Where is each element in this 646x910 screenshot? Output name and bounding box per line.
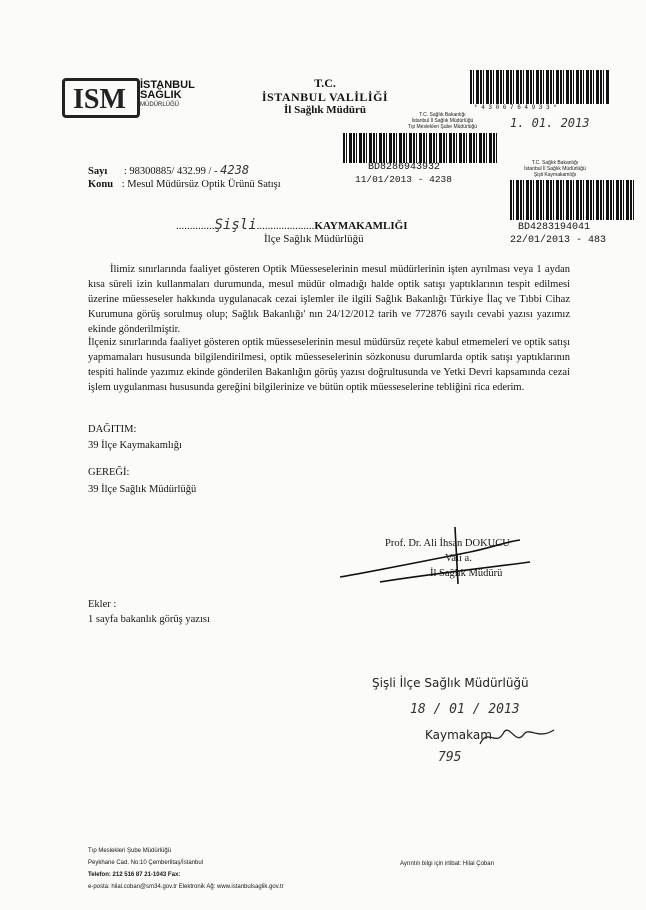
dagitim-value: 39 İlçe Kaymakamlığı bbox=[88, 440, 182, 451]
receipt-stamp-kaymakam: Kaymakam bbox=[425, 728, 492, 742]
barcode-middle-date: 11/01/2013 - 4238 bbox=[355, 174, 452, 185]
addressee-handwritten: Şişli bbox=[214, 217, 257, 233]
barcode-top-digits: * 4 3 0 6 7 6 4 9 3 3 * bbox=[474, 104, 557, 111]
addressee-kaymakamligi: KAYMAKAMLIĞI bbox=[314, 220, 408, 232]
ekler-item: 1 sayfa bakanlık görüş yazısı bbox=[88, 614, 210, 625]
stamp-right-small: T.C. Sağlık Bakanlığı İstanbul İl Sağlık Müdürlüğü Şişli Kaymakamlığı bbox=[524, 160, 586, 178]
logo-mark bbox=[62, 78, 140, 118]
barcode-top bbox=[470, 70, 610, 104]
receipt-stamp-date: 18 / 01 / 2013 bbox=[410, 702, 520, 717]
footer-line-4: e-posta: hilal.coban@sm34.gov.tr Elektronik Ağ: www.istanbulsaglik.gov.tr bbox=[88, 884, 284, 890]
header-tc: T.C. bbox=[314, 76, 336, 90]
addressee-line: ..............Şişli.....................KAYMAKAMLIĞI bbox=[176, 217, 408, 233]
header-il-saglik: İl Sağlık Müdürü bbox=[284, 104, 366, 116]
sayi-value: : 98300885/ 432.99 / - bbox=[123, 166, 218, 177]
geregi-label: GEREĞİ: bbox=[88, 467, 130, 478]
barcode-right-code: BD4283194041 bbox=[518, 222, 591, 233]
footer-line-3: Telefon: 212 516 87 21-1043 Fax: bbox=[88, 872, 181, 878]
body-paragraph-1: İlimiz sınırlarında faaliyet gösteren Optik Müesseselerinin mesul müdürlerinin işten ayrılması veya 1 aydan kısa süreli izin kullanmaları durumunda, mesul müdür olmadığı halde optik satışı yaptıklarının tespit edilmesi üzerine müesseseler hakkında uygulanacak cezai işlemler ile ilgili Sağlık Bakanlığı Türkiye İlaç ve Tıbbi Cihaz Kurumuna görüş sorulmuş olup; Sağlık Bakanlığı' nın 24/12/2012 tarih ve 772876 sayılı cevabi yazısı yazımız ekinde gönderilmiştir. bbox=[88, 264, 570, 335]
konu-value: : Mesul Müdürsüz Optik Ürünü Satışı bbox=[121, 179, 281, 190]
addressee-sub: İlçe Sağlık Müdürlüğü bbox=[264, 233, 364, 245]
signature-name: Prof. Dr. Ali İhsan DOKUCU bbox=[385, 538, 510, 549]
svg-text:ISM: ISM bbox=[73, 84, 126, 115]
sayi-handwritten: 4238 bbox=[220, 163, 250, 177]
signature-scribble bbox=[340, 522, 540, 592]
barcode-middle-code: BD8286943932 bbox=[368, 162, 441, 173]
konu-row bbox=[88, 179, 281, 190]
sayi-row bbox=[88, 163, 249, 177]
header-valilik: İSTANBUL VALİLİĞİ bbox=[261, 90, 389, 104]
body-paragraph-2: İlçeniz sınırlarında faaliyet gösteren optik müesseselerinin mesul müdürsüz reçete kabul etmemeleri ve optik satışı yapmamaları hususunda bilgilendirilmesi, optik müesseselerinin sözkonusu durumlarda optik satışı yaptıklarının tespiti halinde yazımız ekinde gönderilen Bakanlığın görüş yazısı doğrultusunda ve Yetki Devri kapsamında cezai işlem uygulanması hususunda gereğini bilgilerinize ve bütün optik müesseselerine tebliğini rica ederim. bbox=[88, 337, 570, 393]
dagitim-label: DAĞITIM: bbox=[88, 424, 137, 435]
handwritten-date-top: 1. 01. 2013 bbox=[510, 116, 590, 130]
receipt-signature-scribble bbox=[478, 722, 558, 752]
footer-line-1: Tıp Meslekleri Şube Müdürlüğü bbox=[88, 848, 172, 854]
barcode-right bbox=[510, 180, 635, 220]
sayi-label: Sayı bbox=[88, 166, 108, 177]
footer-contact: Ayrıntılı bilgi için irtibat: Hilal Çoban bbox=[400, 861, 494, 867]
logo-text: İSTANBUL SAĞLIK MÜDÜRLÜĞÜ bbox=[140, 79, 195, 108]
footer bbox=[88, 845, 284, 893]
geregi-value: 39 İlçe Sağlık Müdürlüğü bbox=[88, 484, 197, 495]
stamp-top-small: T.C. Sağlık Bakanlığı İstanbul İl Sağlık Müdürlüğü Tıp Meslekleri Şube Müdürlüğü bbox=[407, 112, 478, 130]
barcode-middle bbox=[343, 133, 498, 163]
footer-line-2: Peykhane Cad. No:10 Çemberlitaş/İstanbul bbox=[88, 860, 204, 866]
signature-title-2: İl Sağlık Müdürü bbox=[430, 568, 503, 579]
barcode-right-date: 22/01/2013 - 483 bbox=[510, 235, 607, 246]
receipt-stamp-office: Şişli İlçe Sağlık Müdürlüğü bbox=[372, 676, 529, 690]
konu-label: Konu bbox=[88, 179, 114, 190]
ekler-label: Ekler : bbox=[88, 599, 117, 610]
signature-title-1: Vali a. bbox=[445, 553, 472, 564]
receipt-stamp-number: 795 bbox=[438, 750, 462, 765]
